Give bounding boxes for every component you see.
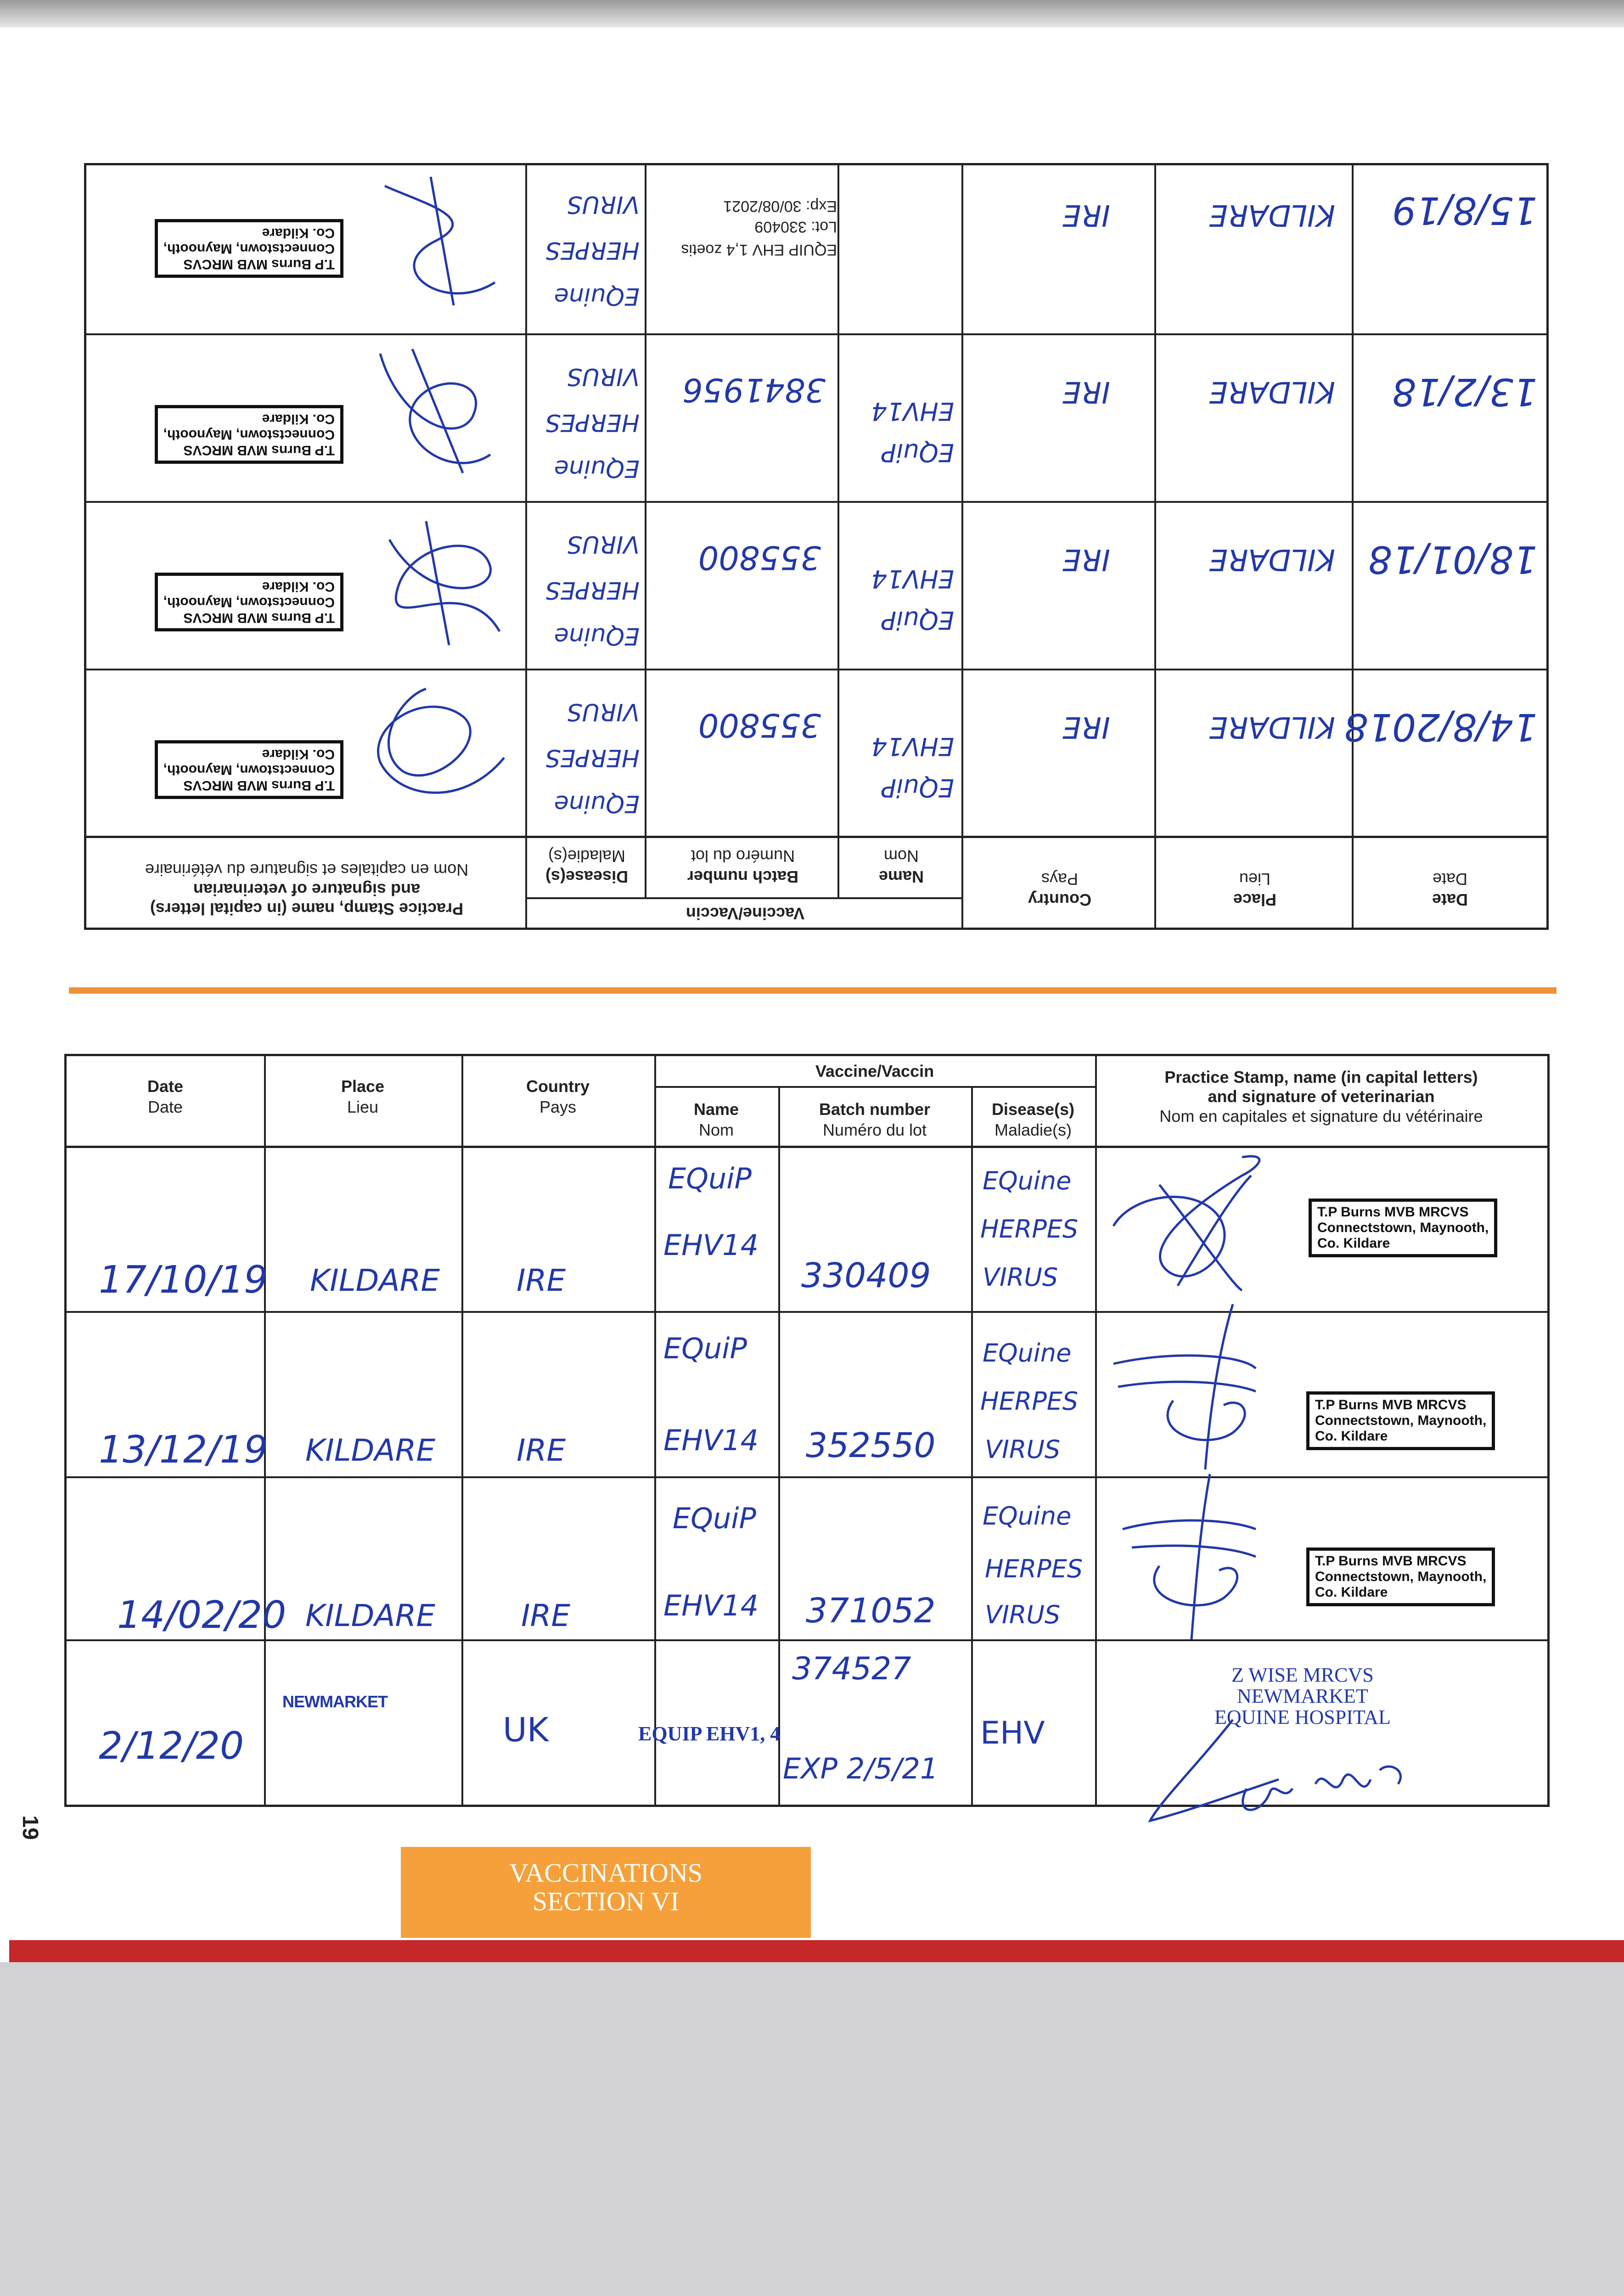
header-place: Place [341, 1077, 385, 1096]
top-row-1-stamp-line1: T.P Burns MVB MRCVS [183, 257, 335, 272]
header-vaccine: Vaccine/Vaccin [815, 1062, 934, 1080]
bottom-header-row [67, 1056, 1547, 1148]
top-header-vaccine-divider [527, 897, 963, 899]
top-header-stamp: Practice Stamp, name (in capital letters) [150, 900, 464, 918]
cover-edge-red [9, 1940, 1624, 1962]
header-place-fr: Lieu [347, 1097, 379, 1116]
row-2-stamp-line1: T.P Burns MVB MRCVS [1315, 1397, 1467, 1412]
top-row-1-place: KILDARE [1209, 198, 1335, 232]
top-header-place: Place [1233, 890, 1277, 909]
top-row-1-signature [353, 168, 518, 324]
top-row-1-stamp-line3: Co. Kildare [262, 225, 335, 241]
top-row-4-stamp-line2: Connectstown, Maynooth, [163, 762, 335, 777]
row-1-stamp-line2: Connectstown, Maynooth, [1317, 1220, 1489, 1235]
row-3-stamp-line2: Connectstown, Maynooth, [1315, 1569, 1487, 1584]
row-2-batch: 352550 [806, 1426, 936, 1465]
header-country: Country [526, 1077, 590, 1096]
row-line-1 [67, 1311, 1547, 1313]
top-row-4-batch: 355800 [698, 706, 821, 744]
top-header-date-fr: Date [1432, 870, 1468, 889]
top-row-2-date: 13/2/18 [1392, 370, 1537, 413]
top-row-1-name: EQUIP EHV 1,4 zoetis [681, 241, 837, 259]
top-header-date: Date [1432, 890, 1468, 909]
row-4-country: UK [503, 1711, 549, 1749]
header-stamp: Practice Stamp, name (in capital letters) [1164, 1068, 1478, 1086]
row-2-disease: EQuine [983, 1339, 1072, 1367]
vaccination-row-1 [67, 1148, 1547, 1311]
vaccination-row-2 [67, 1313, 1547, 1476]
top-row-4-stamp-line3: Co. Kildare [262, 747, 335, 762]
top-row-4-stamp-line1: T.P Burns MVB MRCVS [183, 778, 335, 793]
header-stamp-fr: Nom en capitales et signature du vétérinaire [1159, 1107, 1483, 1125]
row-3-disease3: VIRUS [985, 1600, 1061, 1629]
section-label [401, 1847, 811, 1938]
header-batch: Batch number [819, 1100, 931, 1119]
top-row-4 [86, 670, 1546, 836]
row-1-name2: EHV14 [663, 1228, 759, 1262]
header-batch-fr: Numéro du lot [822, 1120, 927, 1139]
row-4-stamp-line3: EQUINE HOSPITAL [1214, 1706, 1391, 1728]
top-row-2-stamp-line1: T.P Burns MVB MRCVS [183, 443, 335, 458]
row-1-stamp [1309, 1199, 1497, 1257]
top-row-3-signature [353, 507, 518, 659]
top-row-2-disease: EQuine HERPES VIRUS [545, 363, 640, 482]
top-row-1-batch: Lot: 330409 [754, 218, 837, 236]
top-row-3-stamp [155, 573, 343, 631]
row-4-batch-exp: EXP 2/5/21 [783, 1752, 938, 1785]
row-1-disease: EQuine [983, 1166, 1072, 1195]
top-row-1-date: 15/8/19 [1392, 188, 1537, 232]
top-row-2-place: KILDARE [1209, 375, 1335, 409]
row-1-stamp-line1: T.P Burns MVB MRCVS [1317, 1204, 1469, 1220]
row-3-name: EQuiP [673, 1502, 756, 1535]
row-1-stamp-line3: Co. Kildare [1317, 1236, 1390, 1251]
row-line-2 [67, 1476, 1547, 1478]
top-row-1-disease: EQuine HERPES VIRUS [545, 191, 640, 310]
row-4-place: NEWMARKET [282, 1692, 388, 1711]
row-4-batch: 374527 [792, 1651, 911, 1687]
row-1-disease3: VIRUS [983, 1263, 1058, 1292]
top-row-3-stamp-line2: Connectstown, Maynooth, [163, 595, 335, 610]
row-4-name: EQUIP EHV1, 4 [638, 1722, 781, 1745]
top-header-batch-fr: Numéro du lot [691, 847, 795, 866]
top-row-3 [86, 503, 1546, 668]
top-row-3-date: 18/01/18 [1368, 537, 1537, 581]
row-1-date: 17/10/19 [99, 1258, 268, 1302]
row-2-stamp-line2: Connectstown, Maynooth, [1315, 1413, 1487, 1428]
row-1-batch: 330409 [801, 1256, 931, 1295]
top-row-4-place: KILDARE [1209, 710, 1335, 744]
row-3-date: 14/02/20 [117, 1593, 287, 1637]
row-3-country: IRE [521, 1598, 571, 1633]
row-1-name: EQuiP [668, 1162, 752, 1195]
row-1-signature [1104, 1148, 1297, 1309]
top-row-2-name: EQuiP EHV14 [871, 397, 954, 467]
scan-top-strip [0, 0, 1624, 28]
top-row-1-batch2: Exp: 30/08/2021 [723, 197, 837, 215]
row-2-stamp [1306, 1391, 1495, 1450]
top-row-2-stamp-line2: Connectstown, Maynooth, [163, 427, 335, 442]
top-header-disease-fr: Maladie(s) [548, 847, 626, 866]
top-header-stamp-fr: Nom en capitales et signature du vétérinaire [145, 861, 469, 879]
top-header-vaccine: Vaccine/Vaccin [686, 904, 805, 923]
page-number: 19 [18, 1815, 42, 1840]
header-vaccine-divider [654, 1086, 1095, 1088]
row-3-stamp-line1: T.P Burns MVB MRCVS [1315, 1553, 1467, 1569]
vaccination-row-4 [67, 1642, 1547, 1805]
top-row-2 [86, 335, 1546, 501]
row-3-disease2: HERPES [985, 1554, 1083, 1583]
row-3-place: KILDARE [305, 1598, 436, 1633]
top-row-4-date: 14/8/2018 [1344, 705, 1537, 748]
top-row-1-country: IRE [1062, 198, 1110, 232]
row-2-country: IRE [517, 1433, 566, 1468]
row-2-date: 13/12/19 [99, 1428, 268, 1472]
row-4-stamp-line2: NEWMARKET [1236, 1685, 1368, 1707]
section-label-line2: SECTION VI [532, 1886, 680, 1916]
header-date-fr: Date [147, 1097, 183, 1116]
row-2-name2: EHV14 [663, 1424, 759, 1457]
top-row-2-signature [353, 340, 518, 491]
row-4-stamp-line1: Z WISE MRCVS [1231, 1664, 1374, 1686]
row-4-disease: EHV [980, 1715, 1045, 1751]
top-row-3-disease: EQuine HERPES VIRUS [545, 530, 640, 650]
row-line-3 [67, 1639, 1547, 1641]
top-header-disease: Disease(s) [545, 867, 629, 886]
top-row-3-stamp-line3: Co. Kildare [262, 579, 335, 594]
top-row-1-stamp [155, 219, 343, 278]
vaccination-row-3 [67, 1479, 1547, 1639]
top-row-3-country: IRE [1062, 542, 1110, 576]
top-header-name: Name [878, 867, 924, 886]
row-3-batch: 371052 [806, 1591, 936, 1631]
top-row-4-disease: EQuine HERPES VIRUS [545, 698, 640, 817]
top-row-2-stamp [155, 405, 343, 464]
top-row-4-stamp [155, 740, 343, 799]
scanner-background [0, 1962, 1624, 2296]
header-name: Name [693, 1100, 739, 1119]
row-2-signature [1104, 1295, 1306, 1479]
row-3-stamp [1306, 1548, 1495, 1606]
top-header-name-fr: Nom [884, 847, 919, 866]
bottom-vaccination-table [64, 1054, 1550, 1807]
row-3-signature [1104, 1465, 1306, 1644]
top-row-2-stamp-line3: Co. Kildare [262, 411, 335, 427]
row-4-date: 2/12/20 [99, 1724, 244, 1768]
top-row-2-batch: 3841956 [682, 371, 826, 409]
top-row-3-name: EQuiP EHV14 [871, 564, 954, 635]
top-header-row [86, 836, 1546, 928]
top-header-stamp2: and signature of veterinarian [193, 880, 421, 899]
top-row-3-batch: 355800 [698, 539, 821, 576]
top-header-batch: Batch number [687, 867, 799, 886]
top-header-country: Country [1028, 890, 1091, 909]
top-row-2-country: IRE [1062, 375, 1110, 409]
header-country-fr: Pays [539, 1097, 577, 1116]
top-row-3-stamp-line1: T.P Burns MVB MRCVS [183, 610, 335, 625]
top-row-1 [86, 165, 1546, 333]
header-stamp2: and signature of veterinarian [1208, 1087, 1435, 1106]
row-3-disease: EQuine [983, 1502, 1072, 1531]
row-2-place: KILDARE [305, 1433, 436, 1468]
top-row-4-country: IRE [1062, 710, 1110, 744]
row-3-stamp-line3: Co. Kildare [1315, 1585, 1388, 1600]
top-vaccination-table [84, 163, 1549, 930]
row-2-disease2: HERPES [980, 1387, 1079, 1416]
header-name-fr: Nom [698, 1120, 734, 1139]
top-row-3-place: KILDARE [1209, 542, 1335, 576]
row-4-signature [1132, 1711, 1416, 1825]
row-3-name2: EHV14 [663, 1589, 759, 1622]
row-1-place: KILDARE [310, 1263, 440, 1298]
page-divider-orange [69, 987, 1557, 994]
header-disease-fr: Maladie(s) [994, 1120, 1072, 1139]
row-2-stamp-line3: Co. Kildare [1315, 1429, 1388, 1444]
row-2-disease3: VIRUS [985, 1435, 1061, 1464]
top-row-1-stamp-line2: Connectstown, Maynooth, [163, 241, 335, 256]
top-header-place-fr: Lieu [1239, 870, 1271, 889]
top-row-4-name: EQuiP EHV14 [871, 732, 954, 802]
header-date: Date [147, 1077, 184, 1096]
top-page-upside-down [84, 163, 1549, 930]
row-1-country: IRE [517, 1263, 566, 1298]
section-label-line1: VACCINATIONS [509, 1858, 703, 1888]
header-disease: Disease(s) [991, 1100, 1075, 1119]
top-header-country-fr: Pays [1041, 870, 1079, 889]
row-1-disease2: HERPES [980, 1215, 1079, 1244]
top-row-4-signature [353, 675, 518, 827]
row-2-name: EQuiP [663, 1332, 747, 1365]
